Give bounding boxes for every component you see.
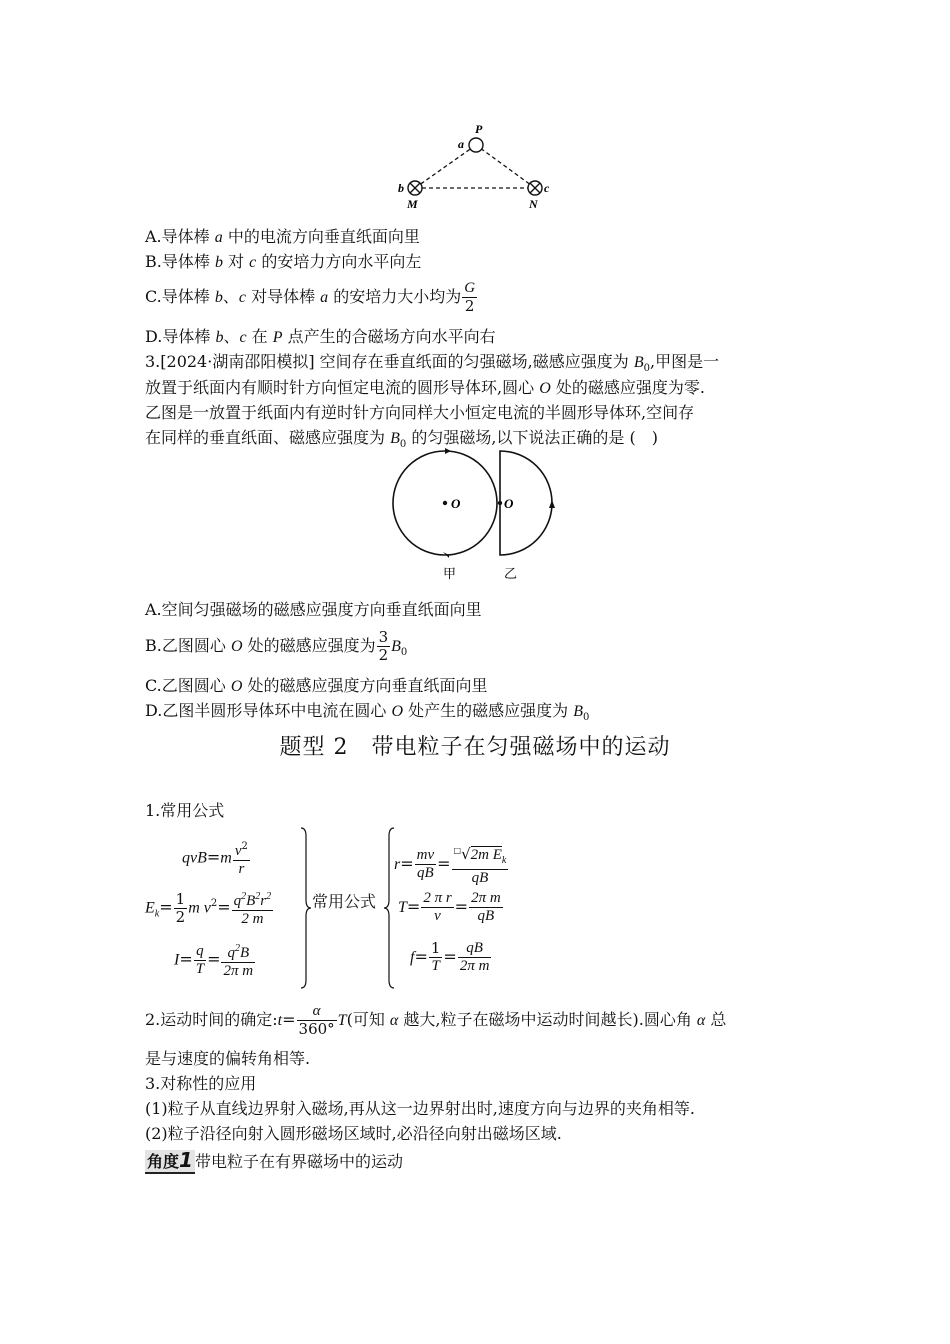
caption-jia: 甲	[443, 567, 457, 582]
label-O2: O	[504, 496, 514, 511]
formula-I: I= $\frac{q}{T}$ = $\frac{q^2B}{\text{2π m}}$	[174, 940, 256, 980]
right-brace	[300, 826, 312, 990]
section-heading: 题型 2 带电粒子在匀强磁场中的运动	[279, 735, 671, 760]
option-3B: B.乙图圆心 O 处的磁感应强度为 $\frac{3}{2}$ $B_0$	[145, 628, 408, 664]
section-1-title: 1.常用公式	[145, 801, 225, 820]
arrow-half-ring-icon	[549, 500, 555, 508]
option-3D: D.乙图半圆形导体环中电流在圆心 O 处产生的磁感应强度为 $B_0$	[145, 701, 590, 724]
angle-1-row	[145, 1150, 403, 1174]
formula-Ek: $E_k=$ $\frac{1}{2}$ m $v^2=$ $\frac{q^2B^2r^2}{2 m}$	[145, 889, 272, 927]
option-2C: C.导体棒 b、c 对导体棒 a 的安培力大小均为 $\frac{G}{2}$	[145, 280, 476, 315]
section-2-line1: 2.运动时间的确定:t= $\frac{\alpha}{360^\circ}$ T(可知 α 越大,粒子在磁场中运动时间越长).圆心角 α 总	[145, 1003, 727, 1038]
label-O1: O	[451, 496, 461, 511]
label-a: a	[458, 137, 464, 151]
label-b: b	[398, 181, 404, 195]
label-P: P	[475, 122, 483, 136]
section-3-p2: (2)粒子沿径向射入圆形磁场区域时,必沿径向射出磁场区域.	[145, 1124, 562, 1143]
conductor-b-cross-icon	[408, 181, 422, 195]
center-dot-2	[498, 501, 502, 505]
option-2D: D.导体棒 b、c 在 P 点产生的合磁场方向水平向右	[145, 327, 496, 346]
section-2-line2: 是与速度的偏转角相等.	[145, 1049, 311, 1068]
arrow-up-icon	[445, 448, 451, 454]
section-3-title: 3.对称性的应用	[145, 1074, 257, 1093]
angle-text: 带电粒子在有界磁场中的运动	[194, 1152, 403, 1171]
dashed-line-ab	[415, 145, 476, 188]
label-c: c	[544, 181, 550, 195]
option-2A: A.导体棒 a 中的电流方向垂直纸面向里	[145, 227, 420, 246]
caption-yi: 乙	[504, 567, 518, 582]
formula-r: r= $\frac{mv}{qB}$ = $\frac{^□√2m E_k}{qB}$	[394, 842, 509, 887]
ring-figure	[385, 448, 565, 584]
dashed-line-ac	[476, 145, 535, 188]
formula-qvB: qvB=m $\frac{v^2}{r}$	[182, 838, 251, 878]
question-3-line4: 在同样的垂直纸面、磁感应强度为 $B_0$ 的匀强磁场,以下说法正确的是 ( )	[145, 428, 658, 451]
label-N: N	[529, 197, 538, 211]
label-M: M	[407, 197, 418, 211]
question-3-line1: 3.[2024·湖南邵阳模拟] 空间存在垂直纸面的匀强磁场,磁感应强度为 $B_0$,甲图是一	[145, 352, 720, 375]
conductor-c-cross-icon	[528, 181, 542, 195]
angle-badge: 角度1	[147, 1148, 193, 1172]
question-3-line3: 乙图是一放置于纸面内有逆时针方向同样大小恒定电流的半圆形导体环,空间存	[145, 403, 695, 422]
formula-f: f= $\frac{1}{T}$ = $\frac{qB}{\text{2π m}}$	[410, 939, 490, 974]
center-label: 常用公式	[312, 892, 377, 911]
triangle-figure	[390, 118, 560, 214]
formula-T: T= $\frac{\text{2 π r}}{v}$ = $\frac{\text{2π m}}{qB}$	[398, 890, 501, 924]
option-3A: A.空间匀强磁场的磁感应强度方向垂直纸面向里	[145, 600, 482, 619]
section-3-p1: (1)粒子从直线边界射入磁场,再从这一边界射出时,速度方向与边界的夹角相等.	[145, 1099, 695, 1118]
center-dot-1	[443, 501, 447, 505]
question-3-line2: 放置于纸面内有顺时针方向恒定电流的圆形导体环,圆心 O 处的磁感应强度为零.	[145, 378, 705, 397]
option-2B: B.导体棒 b 对 c 的安培力方向水平向左	[145, 252, 422, 271]
option-3C: C.乙图圆心 O 处的磁感应强度方向垂直纸面向里	[145, 676, 488, 695]
conductor-a	[469, 138, 483, 152]
